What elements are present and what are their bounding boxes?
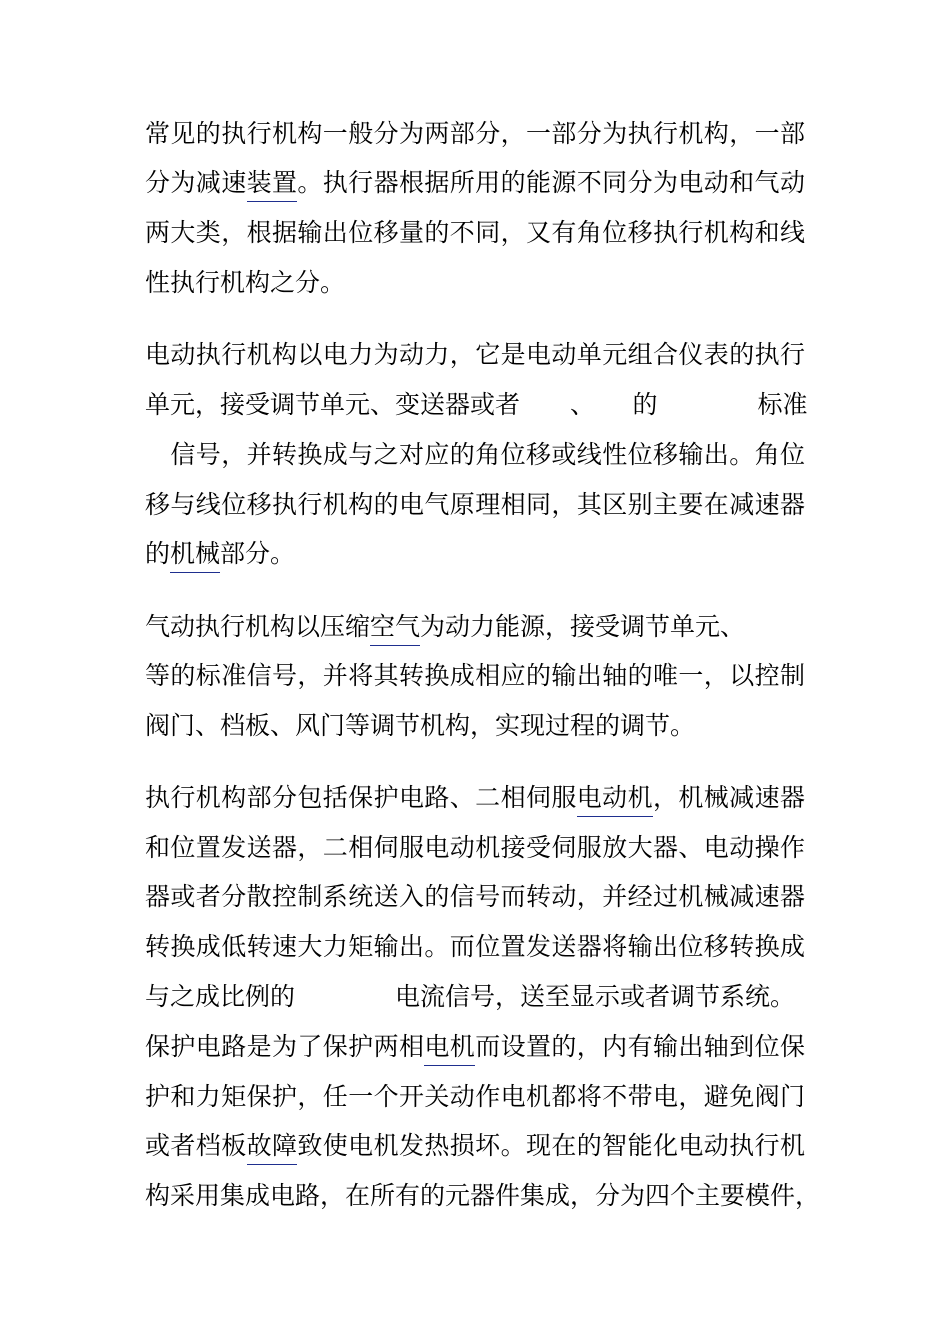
link-guzhang[interactable]: 故障 <box>247 1131 298 1165</box>
link-jixie[interactable]: 机械 <box>170 539 220 573</box>
link-zhuangzhi[interactable]: 装置 <box>247 168 298 202</box>
text-line: 常见的执行机构一般分为两部分，一部分为执行机构，一部 <box>145 119 805 148</box>
text-line: 性执行机构之分。 <box>145 268 346 297</box>
text-line: 电动执行机构以电力为动力，它是电动单元组合仪表的执行 <box>145 340 805 369</box>
text-line: 或者档板故障致使电机发热损坏。现在的智能化电动执行机 <box>145 1131 805 1161</box>
text-line: 护和力矩保护，任一个开关动作电机都将不带电，避免阀门 <box>145 1082 805 1111</box>
text-line: 保护电路是为了保护两相电机而设置的，内有输出轴到位保 <box>145 1032 805 1062</box>
text-line: 与之成比例的 电流信号，送至显示或者调节系统。 <box>145 982 796 1011</box>
text-line: 的机械部分。 <box>145 539 295 569</box>
text-line: 移与线位移执行机构的电气原理相同，其区别主要在减速器 <box>145 490 805 519</box>
link-dianji[interactable]: 电机 <box>424 1032 475 1066</box>
text-line: 阀门、档板、风门等调节机构，实现过程的调节。 <box>145 711 696 740</box>
text-line: 执行机构部分包括保护电路、二相伺服电动机，机械减速器 <box>145 783 805 813</box>
link-kongqi[interactable]: 空气 <box>370 612 420 646</box>
text-line: 分为减速装置。执行器根据所用的能源不同分为电动和气动 <box>145 168 805 198</box>
text-line: 转换成低转速大力矩输出。而位置发送器将输出位移转换成 <box>145 932 805 961</box>
text-line: 构采用集成电路，在所有的元器件集成，分为四个主要模件， <box>145 1181 821 1210</box>
text-line: 等的标准信号，并将其转换成相应的输出轴的唯一，以控制 <box>145 661 805 690</box>
text-line: 和位置发送器，二相伺服电动机接受伺服放大器、电动操作 <box>145 833 805 862</box>
text-line: 信号，并转换成与之对应的角位移或线性位移输出。角位 <box>145 440 805 469</box>
link-diandongji[interactable]: 电动机 <box>577 783 653 817</box>
text-line: 两大类，根据输出位移量的不同，又有角位移执行机构和线 <box>145 218 805 247</box>
text-line: 单元，接受调节单元、变送器或者 、 的 标准 <box>145 390 808 419</box>
text-line: 器或者分散控制系统送入的信号而转动，并经过机械减速器 <box>145 882 805 911</box>
text-line: 气动执行机构以压缩空气为动力能源，接受调节单元、 <box>145 612 745 642</box>
